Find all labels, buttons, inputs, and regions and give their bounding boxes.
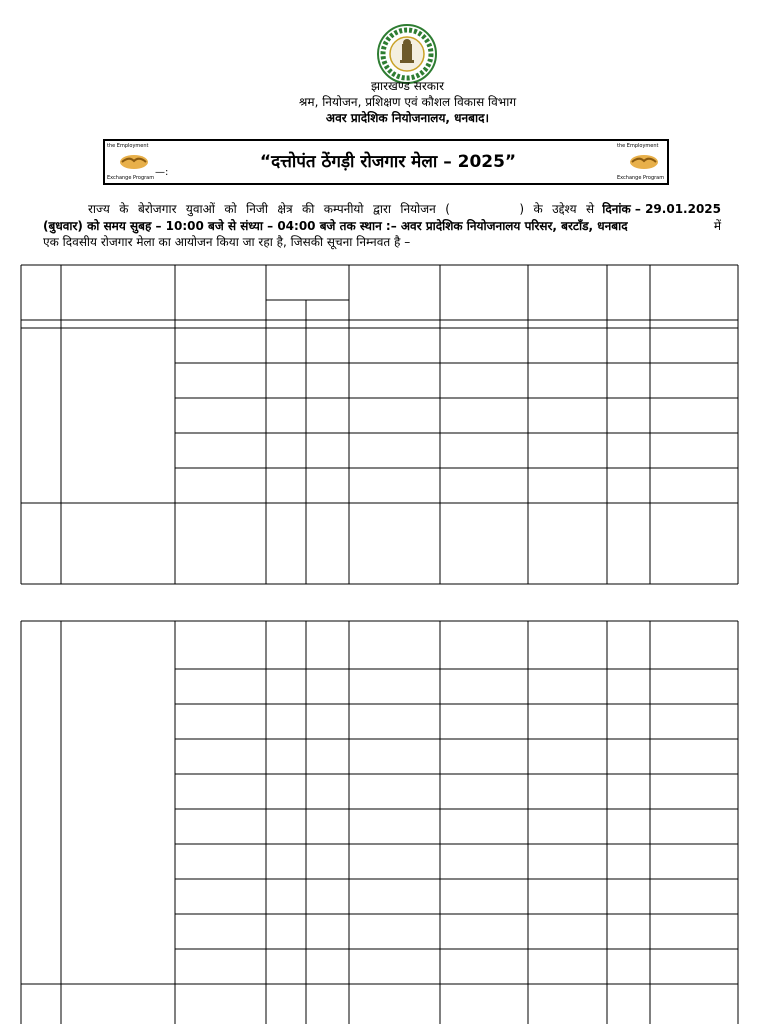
vacancy-table-1	[21, 265, 738, 584]
event-date: दिनांक – 29.01.2025	[602, 202, 721, 216]
banner-title: “दत्तोपंत ठेंगड़ी रोजगार मेला – 2025”	[259, 152, 517, 172]
intro-word: बेरोजगार	[137, 202, 177, 216]
intro-word: से	[586, 202, 595, 216]
logo-text-top: the Employment	[617, 143, 659, 149]
department-name: श्रम, नियोजन, प्रशिक्षण एवं कौशल विकास विभाग	[298, 95, 517, 109]
banner-separator: —:	[155, 167, 169, 178]
intro-word: के	[119, 202, 129, 216]
intro-word: नियोजन	[400, 202, 436, 216]
intro-word: राज्य	[88, 202, 110, 216]
intro-word: (	[445, 202, 450, 216]
govt-name: झारखण्ड सरकार	[370, 79, 445, 93]
logo-text-top: the Employment	[107, 143, 149, 149]
intro-line-2-end: में	[713, 219, 721, 233]
logo-text-bottom: Exchange Program	[617, 175, 665, 181]
intro-word: युवाओं	[185, 202, 215, 216]
intro-line-2-text: (बुधवार) को समय सुबह – 10:00 बजे से संध्या – 04:00 बजे तक स्थान :– अवर प्रादेशिक नियोजनालय परिसर, बरटाँड, धनबाद	[43, 219, 628, 233]
vacancy-table-2	[21, 621, 738, 1024]
intro-word: द्वारा	[372, 202, 391, 216]
intro-word: )	[519, 202, 525, 216]
intro-word: के	[533, 202, 543, 216]
intro-word: की	[302, 202, 315, 216]
intro-word: क्षेत्र	[277, 202, 293, 216]
office-name: अवर प्रादेशिक नियोजनालय, धनबाद।	[325, 111, 490, 125]
intro-word: को	[224, 202, 237, 216]
intro-word: निजी	[246, 202, 268, 216]
logo-text-bottom: Exchange Program	[107, 175, 155, 181]
intro-line-3: एक दिवसीय रोजगार मेला का आयोजन किया जा रहा है, जिसकी सूचना निम्नवत है –	[43, 235, 411, 249]
intro-word: उद्देश्य	[552, 202, 577, 216]
intro-word: कम्पनीयो	[323, 202, 364, 216]
